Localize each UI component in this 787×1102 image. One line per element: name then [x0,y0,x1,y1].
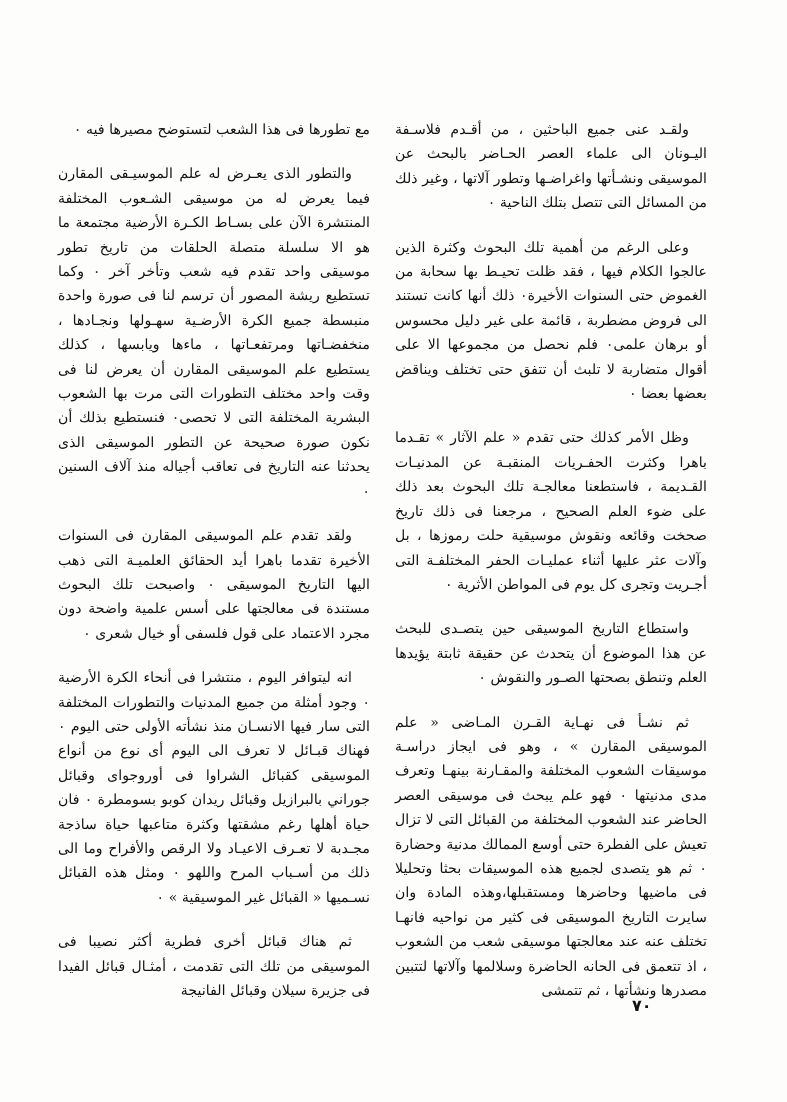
paragraph-5: ثم نشـأ فى نهـاية القـرن المـاضى « علم الموسيقى المقارن » ، وهو فى ايجاز دراسـة موسيقات الشعوب المختلفة والمقـارنة بينهـا وتعرف مدى مدنيتها ٠ فهو علم يبحث فى موسيقى العصر الحاضر عند الشعوب المختلفة من القبائل التى لا تزال تعيش على الفطرة حتى أوسع الممالك مدنية وحضارة ٠ ثم هو يتصدى لجميع هذه الموسيقات بحثا وتحليلا فى ماضيها وحاضرها ومستقبلها،وهذه المادة وان سايرت التاريخ الموسيقى فى كثير من نواحيه فانهـا تختلف عنه عند معالجتها موسيقى شعب من الشعوب ، اذ تتعمق فى الحانه الحاضرة وسلالمها وآلاتها لتتبين مصدرها ونشأتها ، ثم تتمشى [395,714,707,999]
paragraph-7: ولقد تقدم علم الموسيقى المقارن فى السنوات الأخيرة تقدما باهرا أيد الحقائق العلميـة التى ذهب اليها التاريخ الموسيقى ٠ واصبحت تلك البحوث مستندة فى معالجتها على أسس علمية واضحة دون مجرد الاعتماد على قول فلسفى أو خيال شعرى ٠ [58,528,370,642]
paragraph-3: وظل الأمر كذلك حتى تقدم « علم الآثار » تقـدما باهرا وكثرت الحفـريات المنقبـة عن المدنيـات القـديمة ، فاستطعنا معالجـة تلك البحوث بعد ذلك على ضوء العلم الصحيح ، مرجعنا فى ذلك تاريخ صحخت وقائعه ونقوش موسيقية حلت رموزها ، بل وآلات عثر عليها أثناء عمليـات الحفر المختلفـة التى أجـريت وتجرى كل يوم فى المواطن الأثرية ٠ [395,430,707,593]
left-column [58,118,370,1023]
paragraph-6: والتطور الذى يعـرض له علم الموسيـقى المقارن فيما يعرض له من موسيقى الشـعوب المختلفة المنتشرة الآن على بسـاط الكـرة الأرضية مجتمعة ما هو الا سلسلة متصلة الحلقات من تاريخ تطور موسيقى واحد تقدم فيه شعب وتأخر آخر ٠ وكما تستطيع ريشة المصور أن ترسم لنا فى صورة واحدة منبسطة جميع الكرة الأرضـية سهـولها ونجـادها ، منخفضـاتها ومرتفعـاتها ، ماءها ويابسها ، كذلك يستطيع علم الموسيقى المقارن أن يعرض لنا فى وقت واحد مختلف التطورات التى مرت بها الشعوب البشرية المختلفة التى لا تحصى٠ فنستطيع بذلك أن نكون صورة صحيحة عن التطور الموسيقى الذى يحدثنا عنه التاريخ فى تعاقب أجياله منذ آلاف السنين ٠ [58,166,370,500]
paragraph-1: ولقـد عنى جميع الباحثين ، من أقـدم فلاسـفة اليـونان الى علماء العصر الحـاضر بالبحث عن الموسيقى ونشـأتها واغراضـها وتطور آلاتها ، وغير ذلك من المسائل التى تتصل بتلك الناحية ٠ [395,122,707,212]
right-column [395,118,707,1023]
paragraph-4: واستطاع التاريخ الموسيقى حين يتصـدى للبحث عن هذا الموضوع أن يتحدث عن حقيقة ثابتة يؤيدها العلم وتنطق بصحتها الصـور والنقوش ٠ [395,621,707,687]
paragraph-continuation: مع تطورها فى هذا الشعب لتستوضح مصيرها فيه ٠ [73,122,370,138]
paragraph-8: انه ليتوافر اليوم ، منتشرا فى أنحاء الكرة الأرضية ٠ وجود أمثلة من جميع المدنيات والتطورات المختلفة التى سار فيها الانسـان منذ نشأته الأولى حتى اليوم ٠ فهناك قبـائل لا تعرف الى اليوم أى نوع من أنواع الموسيقى كقبائل الشراوا فى أوروجواى وقبائل جوراني بالبرازيل وقبائل ريدان كوبو بسومطرة ٠ فان حياة أهلها رغم مشقتها وكثرة متاعبها حياة ساذجة مجـدبة لا تعـرف الاعيـاد ولا الرقص والأفراح وما الى ذلك من أسـباب المرح واللهو ٠ ومثل هذه القبائل نسـميها « القبائل غير الموسيقية » ٠ [58,670,370,906]
paragraph-2: وعلى الرغم من أهمية تلك البحوث وكثرة الذين عالجوا الكلام فيها ، فقد ظلت تحيـط بها سحابة من الغموض حتى السنوات الأخيرة٠ ذلك أنها كانت تستند الى فروض مضطربة ، قائمة على غير دليل محسوس أو برهان علمى٠ فلم نحصل من مجموعها الا على أقوال متضاربة لا تلبث أن تتفق حتى تختلف ويناقض بعضها بعضا ٠ [395,239,707,403]
page-number: ٧٠ [632,996,652,1015]
paragraph-9: ثم هناك قبائل أخرى فطرية أكثر نصيبا فى الموسيقى من تلك التى تقدمت ، أمثـال قبائل الفيدا فى جزيرة سيلان وقبائل الفانيجة [58,934,370,999]
